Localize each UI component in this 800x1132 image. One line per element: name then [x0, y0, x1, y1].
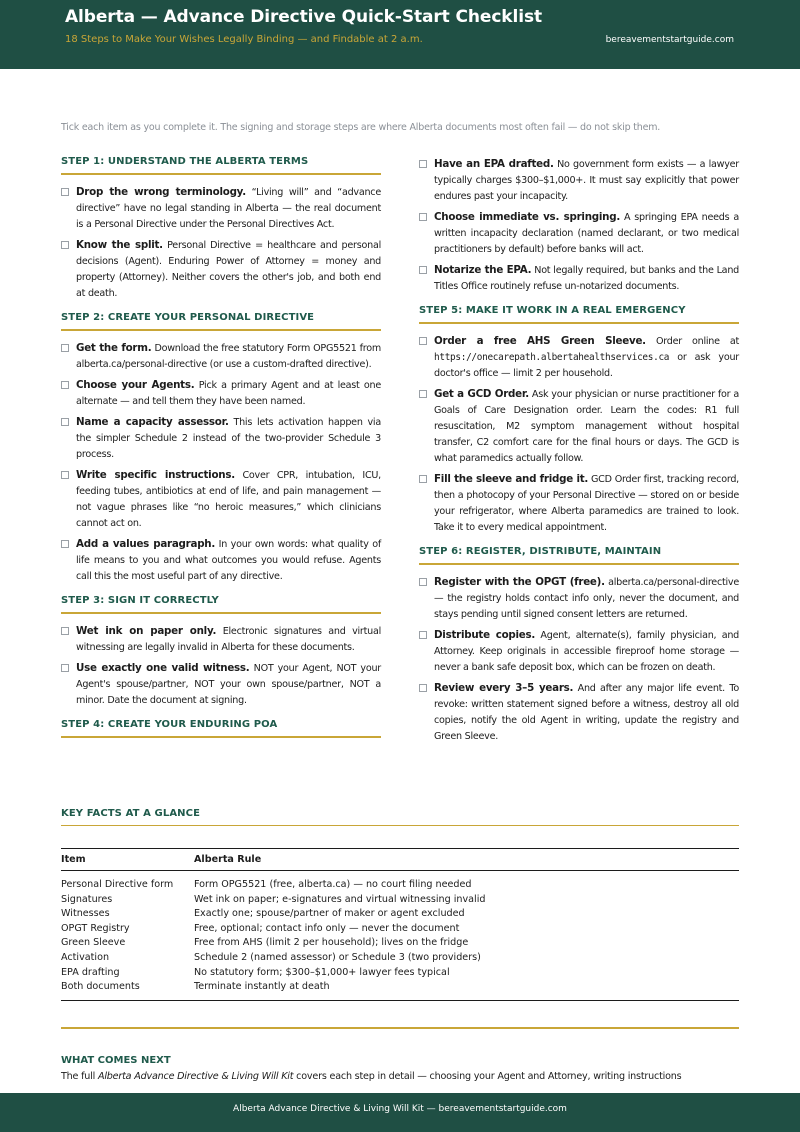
- step-2-section: [61, 312, 381, 585]
- item-text: GCD Order first, tracking record, then a photocopy of your Personal Directive — stored on or beside your refrigerator, where Alberta paramedics are trained to look. Take it to every medical appointment.: [434, 474, 739, 533]
- item-text: or ask your doctor's office — limit 2 per household.: [434, 352, 739, 379]
- checklist-item: [61, 377, 381, 410]
- table-row: [61, 907, 739, 922]
- item-lead: Fill the sleeve and fridge it.: [434, 473, 589, 485]
- step-1-heading: STEP 1: UNDERSTAND THE ALBERTA TERMS: [61, 156, 381, 175]
- checkbox[interactable]: [419, 684, 427, 692]
- page-subtitle: 18 Steps to Make Your Wishes Legally Binding — and Findable at 2 a.m.: [65, 34, 423, 45]
- checklist-item: [61, 414, 381, 463]
- checklist-item: [419, 627, 739, 676]
- item-text: No government form exists — a lawyer typically charges $300–$1,000+. It must say explicitly that power endures past your incapacity.: [434, 159, 739, 202]
- right-column: [419, 156, 739, 755]
- item-text: alberta.ca/personal-directive — the registry holds contact info only, never the document, and stays pending until signed consent letters are returned.: [434, 577, 739, 620]
- step-4-heading: STEP 4: CREATE YOUR ENDURING POA: [61, 719, 381, 738]
- left-column: [61, 156, 381, 748]
- page-title: Alberta — Advance Directive Quick-Start Checklist: [65, 7, 543, 27]
- checklist-item: [61, 660, 381, 709]
- item-lead: Know the split.: [76, 239, 163, 251]
- checklist-item: [419, 574, 739, 623]
- key-facts-heading: KEY FACTS AT A GLANCE: [61, 808, 739, 826]
- green-sleeve-url-link[interactable]: https://onecarepath.albertahealthservices.ca: [434, 352, 670, 363]
- checklist-item: [61, 340, 381, 373]
- item-lead: Notarize the EPA.: [434, 264, 532, 276]
- checklist-item: [61, 467, 381, 532]
- table-cell: Personal Directive form: [61, 879, 174, 890]
- step-5-section: [419, 305, 739, 536]
- table-row: [61, 936, 739, 951]
- item-text: Pick a primary Agent and at least one alternate — and tell them they have been named.: [76, 380, 381, 407]
- table-row: [61, 893, 739, 908]
- key-facts-table: [61, 848, 739, 1001]
- checklist-item: [419, 262, 739, 295]
- item-lead: Get a GCD Order.: [434, 388, 529, 400]
- step-4-items: [419, 156, 739, 295]
- table-cell: Signatures: [61, 893, 113, 905]
- table-cell: Wet ink on paper; e-signatures and virtual witnessing invalid: [194, 893, 486, 905]
- item-text: Not legally required, but banks and the Land Titles Office routinely refuse un-notarized documents.: [434, 265, 739, 292]
- table-row: [61, 922, 739, 937]
- item-text: Ask your physician or nurse practitioner for a Goals of Care Designation order. Learn the codes: R1 full resuscitation, M2 symptom management without hospital transfer, C2 comfort care for the final hours or days. The GCD is what paramedics actually follow.: [434, 389, 739, 464]
- table-cell: OPGT Registry: [61, 922, 130, 934]
- checkbox[interactable]: [61, 540, 69, 548]
- checkbox[interactable]: [61, 381, 69, 389]
- item-text: In your own words: what quality of life means to you and what outcomes you would refuse. Agents call this the most useful part of any directive.: [76, 539, 381, 582]
- checkbox[interactable]: [419, 578, 427, 586]
- checklist-item: [419, 333, 739, 382]
- checklist-item: [61, 184, 381, 233]
- item-lead: Drop the wrong terminology.: [76, 186, 246, 198]
- section-divider: [61, 1027, 739, 1029]
- item-lead: Have an EPA drafted.: [434, 158, 554, 170]
- table-header-row: [61, 849, 739, 871]
- step-6-section: [419, 546, 739, 745]
- kit-title: Alberta Advance Directive & Living Will Kit: [97, 1071, 294, 1082]
- table-cell: Terminate instantly at death: [194, 981, 330, 993]
- table-cell: EPA drafting: [61, 966, 120, 978]
- what-comes-next-heading: WHAT COMES NEXT: [61, 1055, 171, 1066]
- table-cell: No statutory form; $300–$1,000+ lawyer fees typical: [194, 966, 450, 978]
- item-lead: Wet ink on paper only.: [76, 625, 217, 637]
- table-cell: Both documents: [61, 981, 140, 993]
- checkbox[interactable]: [61, 241, 69, 249]
- item-text: Download the free statutory Form OPG5521 from alberta.ca/personal-directive (or use a custom-drafted directive).: [76, 343, 381, 370]
- table-cell: Free from AHS (limit 2 per household); lives on the fridge: [194, 937, 469, 949]
- item-lead: Review every 3–5 years.: [434, 682, 574, 694]
- table-cell: Activation: [61, 951, 110, 963]
- item-text: A springing EPA needs a written incapacity declaration (named declarant, or two medical practitioners by default) before banks will act.: [434, 212, 739, 255]
- item-text: Personal Directive = healthcare and personal decisions (Agent). Enduring Power of Attorney = money and property (Attorney). Neither covers the other's job, and both end at death.: [76, 240, 381, 299]
- item-text: “Living will” and “advance directive” have no legal standing in Alberta — the real document is a Personal Directive under the Personal Directives Act.: [76, 187, 381, 230]
- table-cell: Witnesses: [61, 908, 110, 920]
- checklist-item: [61, 237, 381, 302]
- checkbox[interactable]: [419, 213, 427, 221]
- item-lead: Choose your Agents.: [76, 379, 195, 391]
- step-3-heading: STEP 3: SIGN IT CORRECTLY: [61, 595, 381, 614]
- step-1-section: [61, 156, 381, 302]
- item-text: NOT your Agent, NOT your Agent's spouse/partner, NOT your own spouse/partner, NOT a minor. Date the document at signing.: [76, 663, 381, 706]
- table-row: [61, 951, 739, 966]
- checkbox[interactable]: [61, 627, 69, 635]
- checkbox[interactable]: [61, 471, 69, 479]
- checklist-item: [419, 471, 739, 536]
- page-footer: Alberta Advance Directive & Living Will Kit — bereavementstartguide.com: [0, 1093, 800, 1132]
- checkbox[interactable]: [419, 631, 427, 639]
- step-2-heading: STEP 2: CREATE YOUR PERSONAL DIRECTIVE: [61, 312, 381, 331]
- table-cell: Schedule 2 (named assessor) or Schedule 3 (two providers): [194, 951, 481, 963]
- item-text: Order online at: [655, 336, 739, 347]
- checklist-item: [419, 209, 739, 258]
- step-4-heading-section: [61, 719, 381, 738]
- item-lead: Get the form.: [76, 342, 152, 354]
- what-comes-next-text: [61, 1071, 739, 1082]
- checkbox[interactable]: [419, 390, 427, 398]
- item-text: Electronic signatures and virtual witnessing are legally invalid in Alberta for these documents.: [76, 626, 382, 653]
- step-3-section: [61, 595, 381, 709]
- step-5-heading: STEP 5: MAKE IT WORK IN A REAL EMERGENCY: [419, 305, 739, 324]
- checklist-item: [61, 623, 381, 656]
- checkbox[interactable]: [419, 160, 427, 168]
- step-6-heading: STEP 6: REGISTER, DISTRIBUTE, MAINTAIN: [419, 546, 739, 565]
- item-lead: Name a capacity assessor.: [76, 416, 229, 428]
- page-header: [0, 0, 800, 69]
- table-row: [61, 871, 739, 893]
- item-lead: Write specific instructions.: [76, 469, 235, 481]
- item-text: Agent, alternate(s), family physician, and Attorney. Keep originals in accessible fireproof home storage — never a bank safe deposit box, which can be frozen on death.: [434, 630, 739, 673]
- checkbox[interactable]: [61, 664, 69, 672]
- checkbox[interactable]: [61, 418, 69, 426]
- item-text: And after any major life event. To revoke: written statement signed before a witness, destroy all old copies, notify the old Agent in writing, update the registry and Green Sleeve.: [434, 683, 739, 742]
- checklist-item: [419, 156, 739, 205]
- checkbox[interactable]: [61, 188, 69, 196]
- checklist-item: [419, 386, 739, 467]
- table-cell: Green Sleeve: [61, 937, 126, 949]
- checklist-item: [61, 536, 381, 585]
- checkbox[interactable]: [419, 475, 427, 483]
- column-header: Item: [61, 849, 194, 871]
- item-text: This lets activation happen via the simpler Schedule 2 instead of the two-provider Schedule 3 process.: [76, 417, 381, 460]
- item-lead: Choose immediate vs. springing.: [434, 211, 621, 223]
- item-lead: Register with the OPGT (free).: [434, 576, 605, 588]
- table-cell: Exactly one; spouse/partner of maker or agent excluded: [194, 908, 465, 920]
- item-text: Cover CPR, intubation, ICU, feeding tubes, antibiotics at end of life, and pain management — not vague phrases like “no heroic measures,” which clinicians cannot act on.: [76, 470, 381, 529]
- key-facts-section: [61, 808, 739, 1001]
- next-text-pre: The full: [61, 1071, 96, 1082]
- checkbox[interactable]: [61, 344, 69, 352]
- table-cell: Free, optional; contact info only — never the document: [194, 922, 460, 934]
- table-row: [61, 980, 739, 1000]
- header-site-link[interactable]: bereavementstartguide.com: [605, 35, 734, 45]
- table-cell: Form OPG5521 (free, alberta.ca) — no court filing needed: [194, 879, 472, 890]
- checkbox[interactable]: [419, 337, 427, 345]
- intro-text: Tick each item as you complete it. The signing and storage steps are where Alberta documents most often fail — do not skip them.: [61, 122, 661, 133]
- what-comes-next-section: [61, 1055, 739, 1082]
- item-lead: Use exactly one valid witness.: [76, 662, 250, 674]
- checklist-item: [419, 680, 739, 745]
- item-lead: Add a values paragraph.: [76, 538, 216, 550]
- next-text-post: covers each step in detail — choosing your Agent and Attorney, writing instructions: [296, 1071, 682, 1082]
- column-header: Alberta Rule: [194, 849, 739, 871]
- item-lead: Distribute copies.: [434, 629, 536, 641]
- table-row: [61, 966, 739, 981]
- item-lead: Order a free AHS Green Sleeve.: [434, 335, 646, 347]
- checkbox[interactable]: [419, 266, 427, 274]
